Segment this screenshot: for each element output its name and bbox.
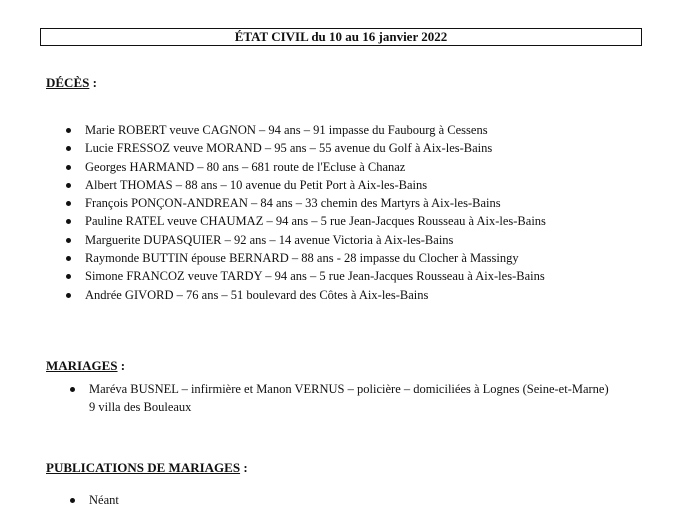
list-item: Simone FRANCOZ veuve TARDY – 94 ans – 5 rue Jean-Jacques Rousseau à Aix-les-Bains	[85, 267, 546, 285]
list-item: Raymonde BUTTIN épouse BERNARD – 88 ans - 28 impasse du Clocher à Massingy	[85, 249, 546, 267]
page-title: ÉTAT CIVIL du 10 au 16 janvier 2022	[40, 28, 642, 46]
list-item: Marie ROBERT veuve CAGNON – 94 ans – 91 impasse du Faubourg à Cessens	[85, 121, 546, 139]
mariages-heading-suffix: :	[117, 358, 126, 373]
mariages-list	[89, 380, 609, 417]
list-item: Marguerite DUPASQUIER – 92 ans – 14 avenue Victoria à Aix-les-Bains	[85, 231, 546, 249]
list-item: Albert THOMAS – 88 ans – 10 avenue du Petit Port à Aix-les-Bains	[85, 176, 546, 194]
list-item: Pauline RATEL veuve CHAUMAZ – 94 ans – 5 rue Jean-Jacques Rousseau à Aix-les-Bains	[85, 212, 546, 230]
mariage-line-1: Maréva BUSNEL – infirmière et Manon VERNUS – policière – domiciliées à Lognes (Seine-et-Marne)	[89, 382, 609, 396]
list-item: Lucie FRESSOZ veuve MORAND – 95 ans – 55 avenue du Golf à Aix-les-Bains	[85, 139, 546, 157]
mariages-heading	[46, 358, 125, 374]
list-item: Néant	[89, 491, 119, 509]
list-item	[89, 380, 609, 417]
mariages-heading-label: MARIAGES	[46, 358, 118, 373]
deces-heading	[46, 75, 97, 91]
deces-heading-suffix: :	[89, 75, 97, 90]
publications-heading	[46, 460, 248, 476]
list-item: Georges HARMAND – 80 ans – 681 route de l'Ecluse à Chanaz	[85, 158, 546, 176]
publications-heading-label: PUBLICATIONS DE MARIAGES	[46, 460, 241, 475]
publications-list	[89, 491, 119, 509]
publications-heading-suffix: :	[240, 460, 248, 475]
deces-list	[85, 121, 546, 304]
list-item: Andrée GIVORD – 76 ans – 51 boulevard des Côtes à Aix-les-Bains	[85, 286, 546, 304]
deces-heading-label: DÉCÈS	[46, 75, 90, 90]
mariage-line-2: 9 villa des Bouleaux	[89, 400, 192, 415]
list-item: François PONÇON-ANDREAN – 84 ans – 33 chemin des Martyrs à Aix-les-Bains	[85, 194, 546, 212]
